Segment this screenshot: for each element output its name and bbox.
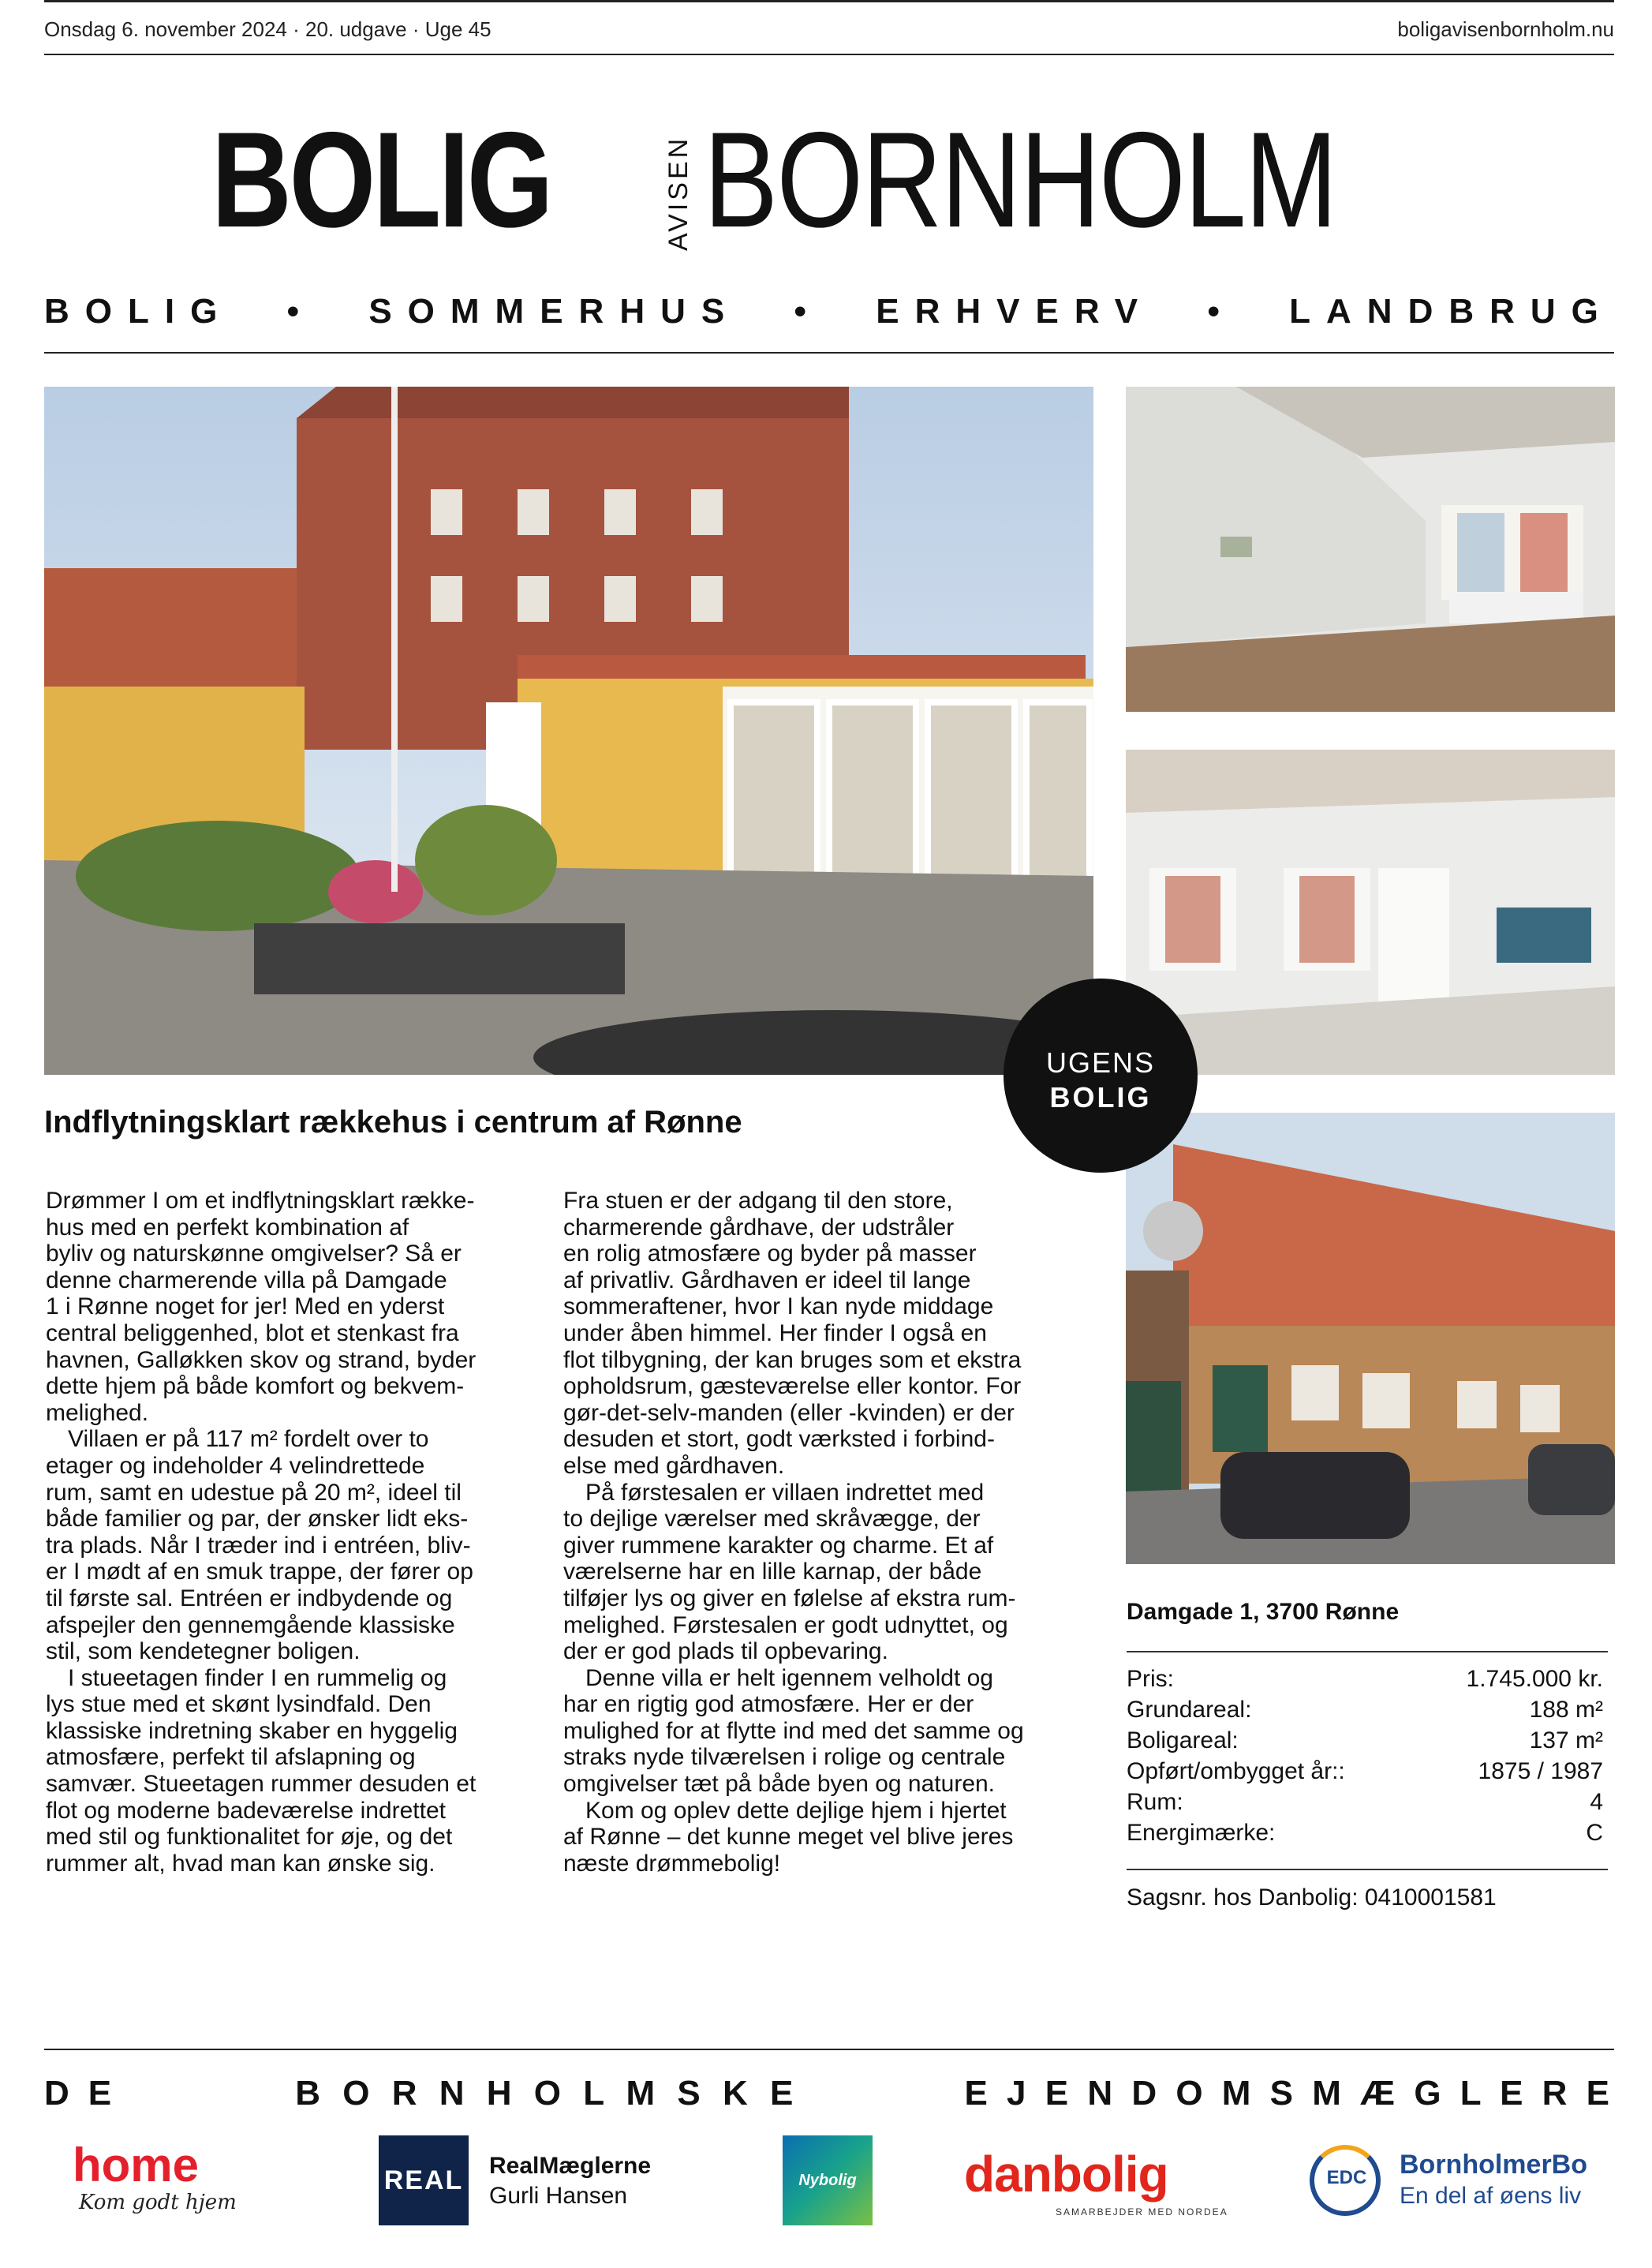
website-link[interactable]: boligavisenbornholm.nu [1397, 17, 1614, 41]
fact-label: Opført/ombygget år:: [1127, 1758, 1345, 1784]
text-line: etager og indeholder 4 velindrettede [46, 1452, 425, 1479]
section-sommerhus[interactable]: SOMMERHUS [368, 292, 741, 331]
fact-value: 137 m² [1529, 1727, 1603, 1753]
text-line: byliv og naturskønne omgivelser? Så er [46, 1241, 462, 1267]
real-logo-name: RealMæglerne [489, 2153, 652, 2179]
text-line: både familier og par, der ønsker lidt eks- [46, 1506, 469, 1533]
living-room-photo [1126, 750, 1615, 1075]
fact-row-rooms [1127, 1787, 1603, 1817]
text-line: Villaen er på 117 m² fordelt over to [68, 1426, 429, 1453]
text-line: er I mødt af en smuk trappe, der fører op [46, 1559, 473, 1585]
section-landbrug[interactable]: LANDBRUG [1289, 292, 1614, 331]
fact-value: 4 [1590, 1789, 1603, 1815]
badge-line-bolig: BOLIG [1049, 1081, 1152, 1113]
fact-label: Rum: [1127, 1789, 1183, 1815]
text-line: værelserne har en lille karnap, der både [563, 1559, 982, 1585]
nybolig-logo[interactable]: Nybolig [783, 2135, 873, 2225]
case-number: Sagsnr. hos Danbolig: 0410001581 [1127, 1884, 1497, 1911]
text-line: klassiske indretning skaber en hyggelig [46, 1717, 458, 1744]
text-line: af Rønne – det kunne meget vel blive jeres [563, 1824, 1014, 1851]
article-column-1 [46, 1188, 529, 1877]
featured-home-badge [1004, 979, 1198, 1173]
fact-value: C [1586, 1820, 1603, 1846]
text-line: samvær. Stueetagen rummer desuden et [46, 1771, 477, 1798]
edc-logo-sub: En del af øens liv [1400, 2183, 1582, 2209]
footer-rule [44, 2049, 1614, 2050]
text-line: rum, samt en udestue på 20 m², ideel til [46, 1479, 462, 1506]
property-address: Damgade 1, 3700 Rønne [1127, 1599, 1400, 1625]
edc-logo-name: BornholmerBo [1400, 2150, 1587, 2180]
masthead-logo [207, 101, 1469, 259]
street-exterior-photo [1126, 1113, 1615, 1564]
text-line: I stueetagen finder I en rummelig og [68, 1664, 447, 1691]
realmaeglerne-logo[interactable] [379, 2135, 678, 2225]
text-line: af privatliv. Gårdhaven er ideel til lange [563, 1267, 971, 1293]
header-rule [44, 54, 1614, 55]
real-mark-icon: REAL [379, 2135, 469, 2225]
text-line: tilføjer lys og giver en følelse af ekstra rum- [563, 1585, 1016, 1611]
facts-bottom-rule [1127, 1869, 1608, 1870]
text-line: næste drømmebolig! [563, 1850, 781, 1877]
text-line: central beliggenhed, blot et stenkast fra [46, 1319, 459, 1346]
footer-word-bornholmske: B O R N H O L M S K E [295, 2074, 800, 2113]
text-line: melighed. [46, 1399, 149, 1426]
courtyard-photo [44, 387, 1093, 1075]
text-line: en rolig atmosfære og byder på masser [563, 1241, 977, 1267]
fact-label: Energimærke: [1127, 1820, 1276, 1846]
masthead-word-bornholm: BORNHOLM [704, 104, 1336, 256]
home-logo-tagline: Kom godt hjem [79, 2191, 237, 2214]
danbolig-logo-sub: SAMARBEJDER MED NORDEA [1056, 2206, 1228, 2217]
text-line: opholdsrum, gæsteværelse eller kontor. For [563, 1373, 1022, 1400]
masthead-vertical-avisen: AVISEN [663, 135, 693, 251]
text-line: else med gårdhaven. [563, 1452, 785, 1479]
text-line: Drømmer I om et indflytningsklart række- [46, 1188, 475, 1214]
fact-label: Pris: [1127, 1666, 1174, 1692]
text-line: dette hjem på både komfort og bekvem- [46, 1373, 465, 1400]
fact-row-price [1127, 1664, 1603, 1694]
fact-row-energy [1127, 1817, 1603, 1848]
text-line: melighed. Førstesalen er godt udnyttet, og [563, 1611, 1008, 1638]
footer-word-de: DE [44, 2074, 131, 2113]
footer-word-ejendomsmaeglere: E J E N D O M S M Æ G L E R E [964, 2074, 1614, 2113]
text-line: sommeraftener, hvor I kan nyde middage [563, 1293, 994, 1320]
text-line: rummer alt, hvad man kan ønske sig. [46, 1850, 435, 1877]
text-line: tra plads. Når I træder ind i entréen, bliv- [46, 1532, 471, 1559]
text-line: med stil og funktionalitet for øje, og det [46, 1824, 453, 1851]
section-erhverv[interactable]: ERHVERV [876, 292, 1154, 331]
fact-row-living-area [1127, 1725, 1603, 1756]
fact-value: 188 m² [1529, 1697, 1603, 1723]
fact-label: Grundareal: [1127, 1697, 1252, 1723]
text-line: Kom og oplev dette dejlige hjem i hjertet [585, 1797, 1007, 1824]
facts-top-rule [1127, 1651, 1608, 1652]
masthead-word-bolig: BOLIG [211, 104, 551, 256]
text-line: Denne villa er helt igennem velholdt og [585, 1664, 993, 1691]
fact-label: Boligareal: [1127, 1727, 1239, 1753]
text-line: til første sal. Entréen er indbydende og [46, 1585, 453, 1611]
text-line: der er god plads til opbevaring. [563, 1638, 888, 1665]
text-line: under åben himmel. Her finder I også en [563, 1319, 987, 1346]
danbolig-logo-name: danbolig [964, 2146, 1168, 2203]
text-line: denne charmerende villa på Damgade [46, 1267, 447, 1293]
text-line: Fra stuen er der adgang til den store, [563, 1188, 953, 1214]
edc-mark-text: EDC [1326, 2167, 1367, 2188]
fact-value: 1.745.000 kr. [1466, 1666, 1603, 1692]
text-line: har en rigtig god atmosfære. Her er der [563, 1691, 974, 1718]
home-logo[interactable] [73, 2140, 246, 2235]
property-facts [1127, 1664, 1603, 1848]
text-line: straks nyde tilværelsen i rolige og centrale [563, 1744, 1006, 1771]
badge-line-ugens: UGENS [1045, 1046, 1156, 1079]
edc-bornholmerbo-logo[interactable] [1310, 2142, 1617, 2229]
attic-room-photo [1126, 387, 1615, 712]
fact-value: 1875 / 1987 [1478, 1758, 1603, 1784]
text-line: to dejlige værelser med skråvægge, der [563, 1506, 981, 1533]
article-headline: Indflytningsklart rækkehus i centrum af Rønne [44, 1105, 742, 1140]
top-rule [44, 0, 1614, 2]
text-line: havnen, Galløkken skov og strand, byder [46, 1346, 477, 1373]
text-line: atmosfære, perfekt til afslapning og [46, 1744, 416, 1771]
real-logo-sub: Gurli Hansen [489, 2183, 628, 2209]
home-logo-name: home [73, 2139, 200, 2191]
text-line: mulighed for at flytte ind med det samme og [563, 1717, 1024, 1744]
section-bolig[interactable]: BOLIG [44, 292, 234, 331]
text-line: omgivelser tæt på både byen og naturen. [563, 1771, 996, 1798]
text-line: afspejler den gennemgående klassiske [46, 1611, 455, 1638]
danbolig-logo[interactable] [964, 2146, 1232, 2233]
section-dot: • [286, 292, 316, 331]
footer-brokers-title [44, 2074, 1614, 2113]
text-line: På førstesalen er villaen indrettet med [585, 1479, 985, 1506]
issue-date-line: Onsdag 6. november 2024 · 20. udgave · Uge 45 [44, 17, 491, 41]
text-line: hus med en perfekt kombination af [46, 1214, 409, 1241]
fact-row-year-built [1127, 1756, 1603, 1787]
text-line: giver rummene karakter og charme. Et af [563, 1532, 994, 1559]
section-dot: • [1207, 292, 1235, 331]
text-line: flot og moderne badeværelse indrettet [46, 1797, 446, 1824]
text-line: 1 i Rønne noget for jer! Med en yderst [46, 1293, 445, 1320]
fact-row-plot-area [1127, 1694, 1603, 1725]
article-column-2 [563, 1188, 1046, 1877]
text-line: charmerende gårdhave, der udstråler [563, 1214, 955, 1241]
text-line: gør-det-selv-manden (eller -kvinden) er der [563, 1399, 1015, 1426]
text-line: stil, som kendetegner boligen. [46, 1638, 361, 1665]
text-line: lys stue med et skønt lysindfald. Den [46, 1691, 432, 1718]
section-nav [44, 292, 1614, 331]
text-line: desuden et stort, godt værksted i forbind- [563, 1426, 995, 1453]
section-dot: • [794, 292, 822, 331]
text-line: flot tilbygning, der kan bruges som et ekstra [563, 1346, 1022, 1373]
section-rule [44, 352, 1614, 354]
